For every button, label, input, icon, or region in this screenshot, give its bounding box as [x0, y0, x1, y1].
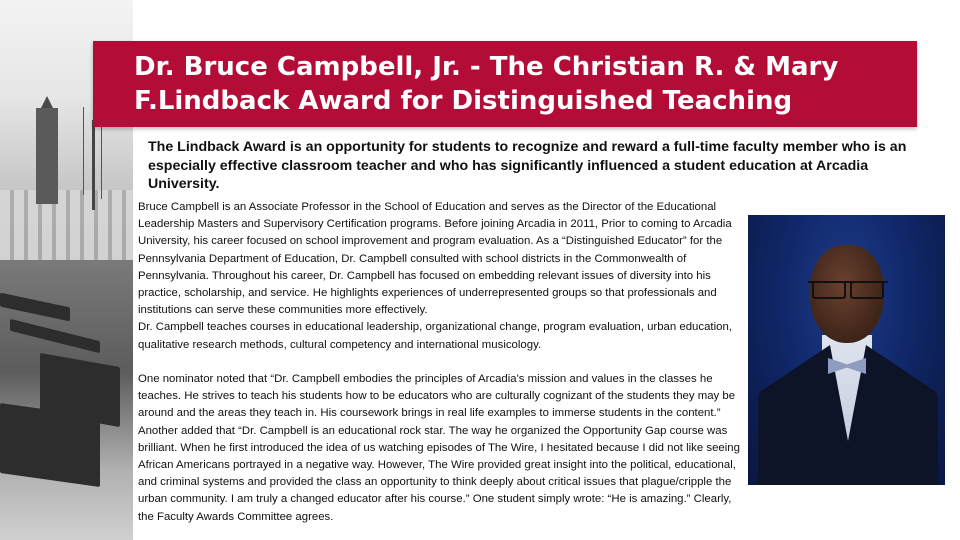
- adirondack-chair: [0, 403, 100, 487]
- bare-tree: [92, 120, 95, 210]
- portrait-photo: [748, 215, 945, 485]
- bio-courses-paragraph: Dr. Campbell teaches courses in educational leadership, organizational change, program evaluation, urban education, qualitative research methods, cultural competency and international musicology.: [138, 321, 732, 351]
- bio-paragraph: Bruce Campbell is an Associate Professor in the School of Education and serves as the Director of the Educational Leadership Masters and Supervisory Certification programs. Before joining Arcadia in 2011, Prior to coming to Arcadia University, his career focused on school improvement and program evaluation. As a “Distinguished Educator” for the Pennsylvania Department of Education, Dr. Campbell consulted with school districts in the Commonwealth of Pennsylvania. Throughout his career, Dr. Campbell has focused on embedding relevant issues of diversity into his practice, scholarship, and service. He highlights experiences of underrepresented groups so that professionals and institutions can serve these communities more effectively.: [138, 201, 732, 317]
- title-banner: [93, 41, 917, 127]
- title-line-2: F.Lindback Award for Distinguished Teaching: [134, 86, 793, 116]
- title-line-1: Dr. Bruce Campbell, Jr. - The Christian R. & Mary: [134, 52, 839, 82]
- page-title: [134, 50, 904, 118]
- award-description: The Lindback Award is an opportunity for students to recognize and reward a full-time faculty member who is an especially effective classroom teacher and who has significantly influenced a student education at Arcadia University.: [148, 139, 907, 192]
- glasses: [808, 281, 888, 297]
- clock-tower: [36, 108, 58, 204]
- campus-building: [0, 190, 133, 260]
- nomination-quotes-paragraph: One nominator noted that “Dr. Campbell embodies the principles of Arcadia's mission and values in the classes he teaches. He strives to teach his students how to be educators who are culturally cognizant of the students they may be around and the areas they teach in. His coursework brings in real life examples to immerse students in the content.” Another added that “Dr. Campbell is an educational rock star. The way he organized the Opportunity Gap course was brilliant. When he first introduced the idea of us watching episodes of The Wire, I hesitated because I did not like seeing African Americans portrayed in a negative way. However, The Wire provided great insight into the political, educational, and criminal systems and provided the class an opportunity to think deeply about critical issues that plague/cripple the urban community. I am truly a changed educator after his course.” One student simply wrote: “He is amazing.” Clearly, the Faculty Awards Committee agrees.: [138, 373, 740, 523]
- biography: [138, 199, 742, 526]
